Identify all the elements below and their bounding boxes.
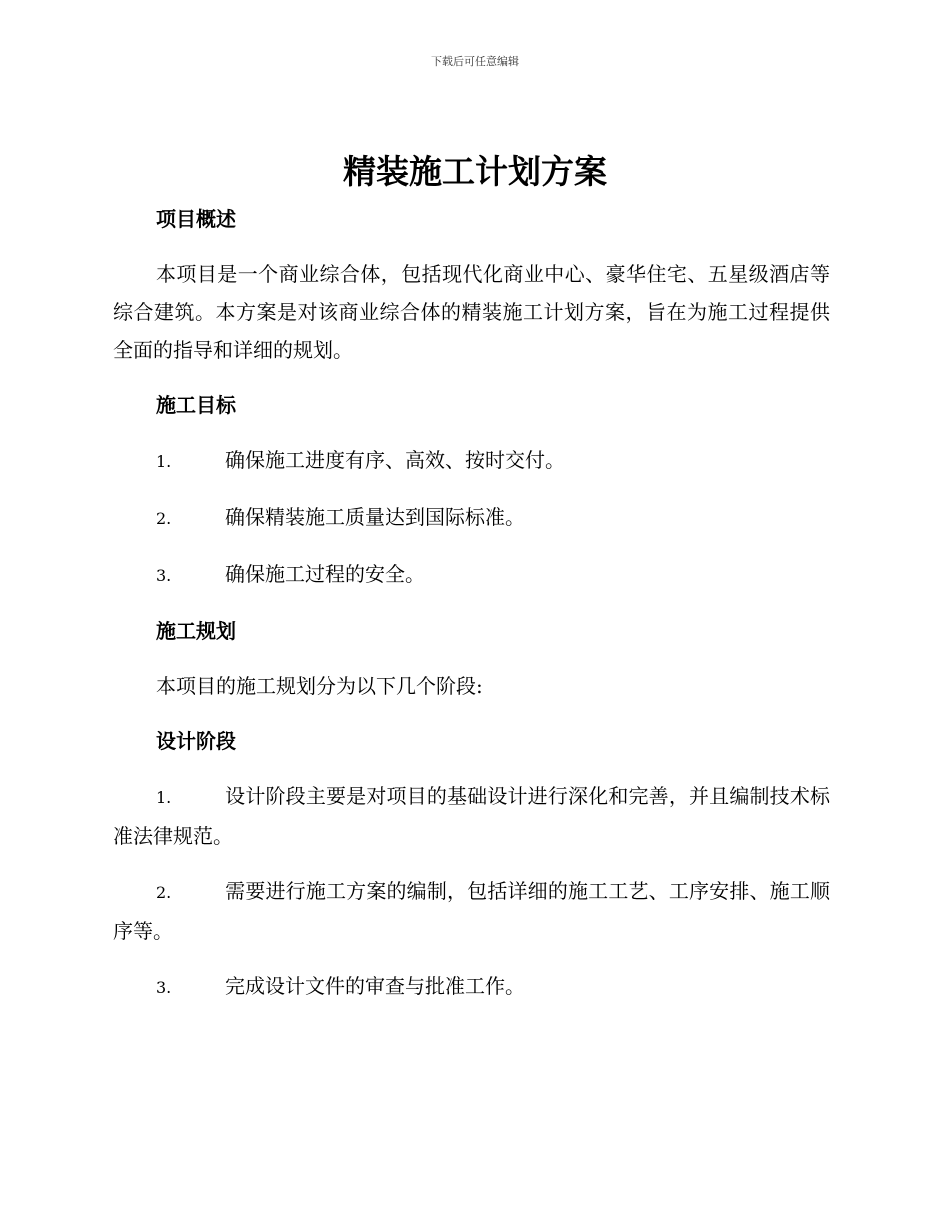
document-title: 精装施工计划方案 xyxy=(343,152,607,191)
list-text: 设计阶段主要是对项目的基础设计进行深化和完善，并且编制技术标准法律规范。 xyxy=(113,784,830,848)
section-heading-goals: 施工目标 xyxy=(156,393,236,417)
list-text: 完成设计文件的审查与批准工作。 xyxy=(225,974,525,998)
list-number: 3. xyxy=(156,566,172,585)
list-number: 1. xyxy=(156,452,172,471)
goal-item xyxy=(113,441,830,481)
list-number: 2. xyxy=(156,883,172,902)
design-item xyxy=(113,777,830,855)
goal-item xyxy=(113,555,830,595)
list-text: 确保施工进度有序、高效、按时交付。 xyxy=(225,448,565,472)
list-number: 1. xyxy=(156,788,172,807)
planning-paragraph: 本项目的施工规划分为以下几个阶段: xyxy=(156,674,483,698)
list-text: 确保精装施工质量达到国际标准。 xyxy=(225,505,525,529)
section-heading-planning: 施工规划 xyxy=(156,619,236,643)
list-number: 2. xyxy=(156,509,172,528)
design-item xyxy=(113,967,830,1007)
design-item xyxy=(113,872,830,950)
goal-item xyxy=(113,498,830,538)
list-number: 3. xyxy=(156,978,172,997)
page-header-note: 下载后可任意编辑 xyxy=(431,55,519,68)
list-text: 需要进行施工方案的编制，包括详细的施工工艺、工序安排、施工顺序等。 xyxy=(113,879,830,943)
list-text: 确保施工过程的安全。 xyxy=(225,562,425,586)
section-heading-design: 设计阶段 xyxy=(156,729,236,753)
overview-paragraph: 本项目是一个商业综合体，包括现代化商业中心、豪华住宅、五星级酒店等综合建筑。本方案是对该商业综合体的精装施工计划方案，旨在为施工过程提供全面的指导和详细的规划。 xyxy=(113,262,830,362)
document-body xyxy=(113,200,830,1007)
section-heading-overview: 项目概述 xyxy=(156,207,236,231)
